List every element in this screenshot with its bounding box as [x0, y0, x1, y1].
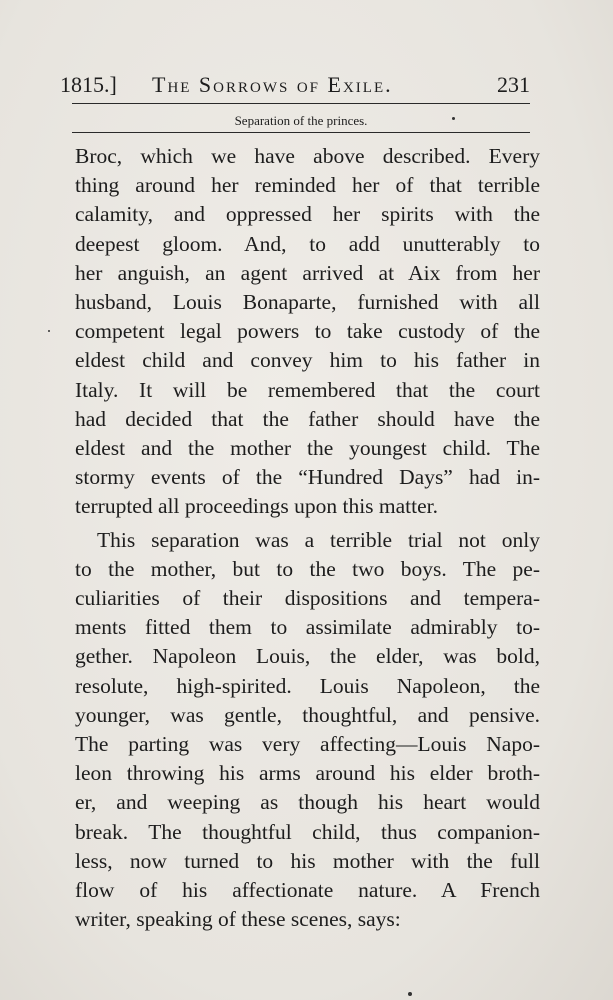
print-speck [452, 117, 455, 120]
text-line: ments fitted them to assimilate admirably to- [75, 615, 540, 640]
text-line: calamity, and oppressed her spirits with the [75, 202, 540, 227]
text-line: resolute, high-spirited. Louis Napoleon, the [75, 673, 540, 698]
text-line: leon throwing his arms around his elder broth- [75, 761, 540, 786]
text-line: break. The thoughtful child, thus companion- [75, 819, 540, 844]
paragraph-1 [75, 142, 540, 522]
text-line: terrupted all proceedings upon this matter. [75, 494, 439, 519]
paragraph-2 [75, 526, 540, 935]
text-line: The parting was very affecting—Louis Napo- [75, 732, 540, 757]
header-rule-top [72, 103, 530, 104]
print-speck [48, 330, 50, 332]
section-subheading: Separation of the princes. [234, 113, 368, 128]
print-speck [408, 992, 412, 996]
text-line: deepest gloom. And, to add unutterably to [75, 231, 540, 256]
text-line: less, now turned to his mother with the full [75, 848, 540, 873]
text-line: gether. Napoleon Louis, the elder, was bold, [75, 644, 540, 669]
page-number: 231 [497, 72, 530, 97]
text-line: er, and weeping as though his heart would [75, 790, 540, 815]
text-line: husband, Louis Bonaparte, furnished with all [75, 290, 540, 315]
text-line: her anguish, an agent arrived at Aix from her [75, 260, 540, 285]
text-line: had decided that the father should have the [75, 406, 540, 431]
header-rule-bottom [72, 132, 530, 133]
text-line: competent legal powers to take custody of the [75, 319, 540, 344]
text-line: flow of his affectionate nature. A French [75, 878, 540, 903]
header-title: The Sorrows of Exile. [152, 72, 393, 97]
text-line: culiarities of their dispositions and tempera- [75, 586, 540, 611]
text-line: eldest child and convey him to his father in [75, 348, 540, 373]
text-line: thing around her reminded her of that terrible [75, 173, 540, 198]
header-year: 1815.] [60, 72, 117, 97]
text-line: writer, speaking of these scenes, says: [75, 907, 401, 932]
running-header [60, 72, 530, 102]
text-line: stormy events of the “Hundred Days” had in- [75, 465, 540, 490]
text-line: Italy. It will be remembered that the court [75, 377, 540, 402]
text-line: to the mother, but to the two boys. The pe- [75, 556, 540, 581]
text-line: This separation was a terrible trial not only [97, 527, 540, 552]
body-text [75, 142, 540, 934]
text-line: Broc, which we have above described. Every [75, 144, 540, 168]
text-line: eldest and the mother the youngest child. The [75, 436, 540, 461]
text-line: younger, was gentle, thoughtful, and pensive. [75, 702, 540, 727]
